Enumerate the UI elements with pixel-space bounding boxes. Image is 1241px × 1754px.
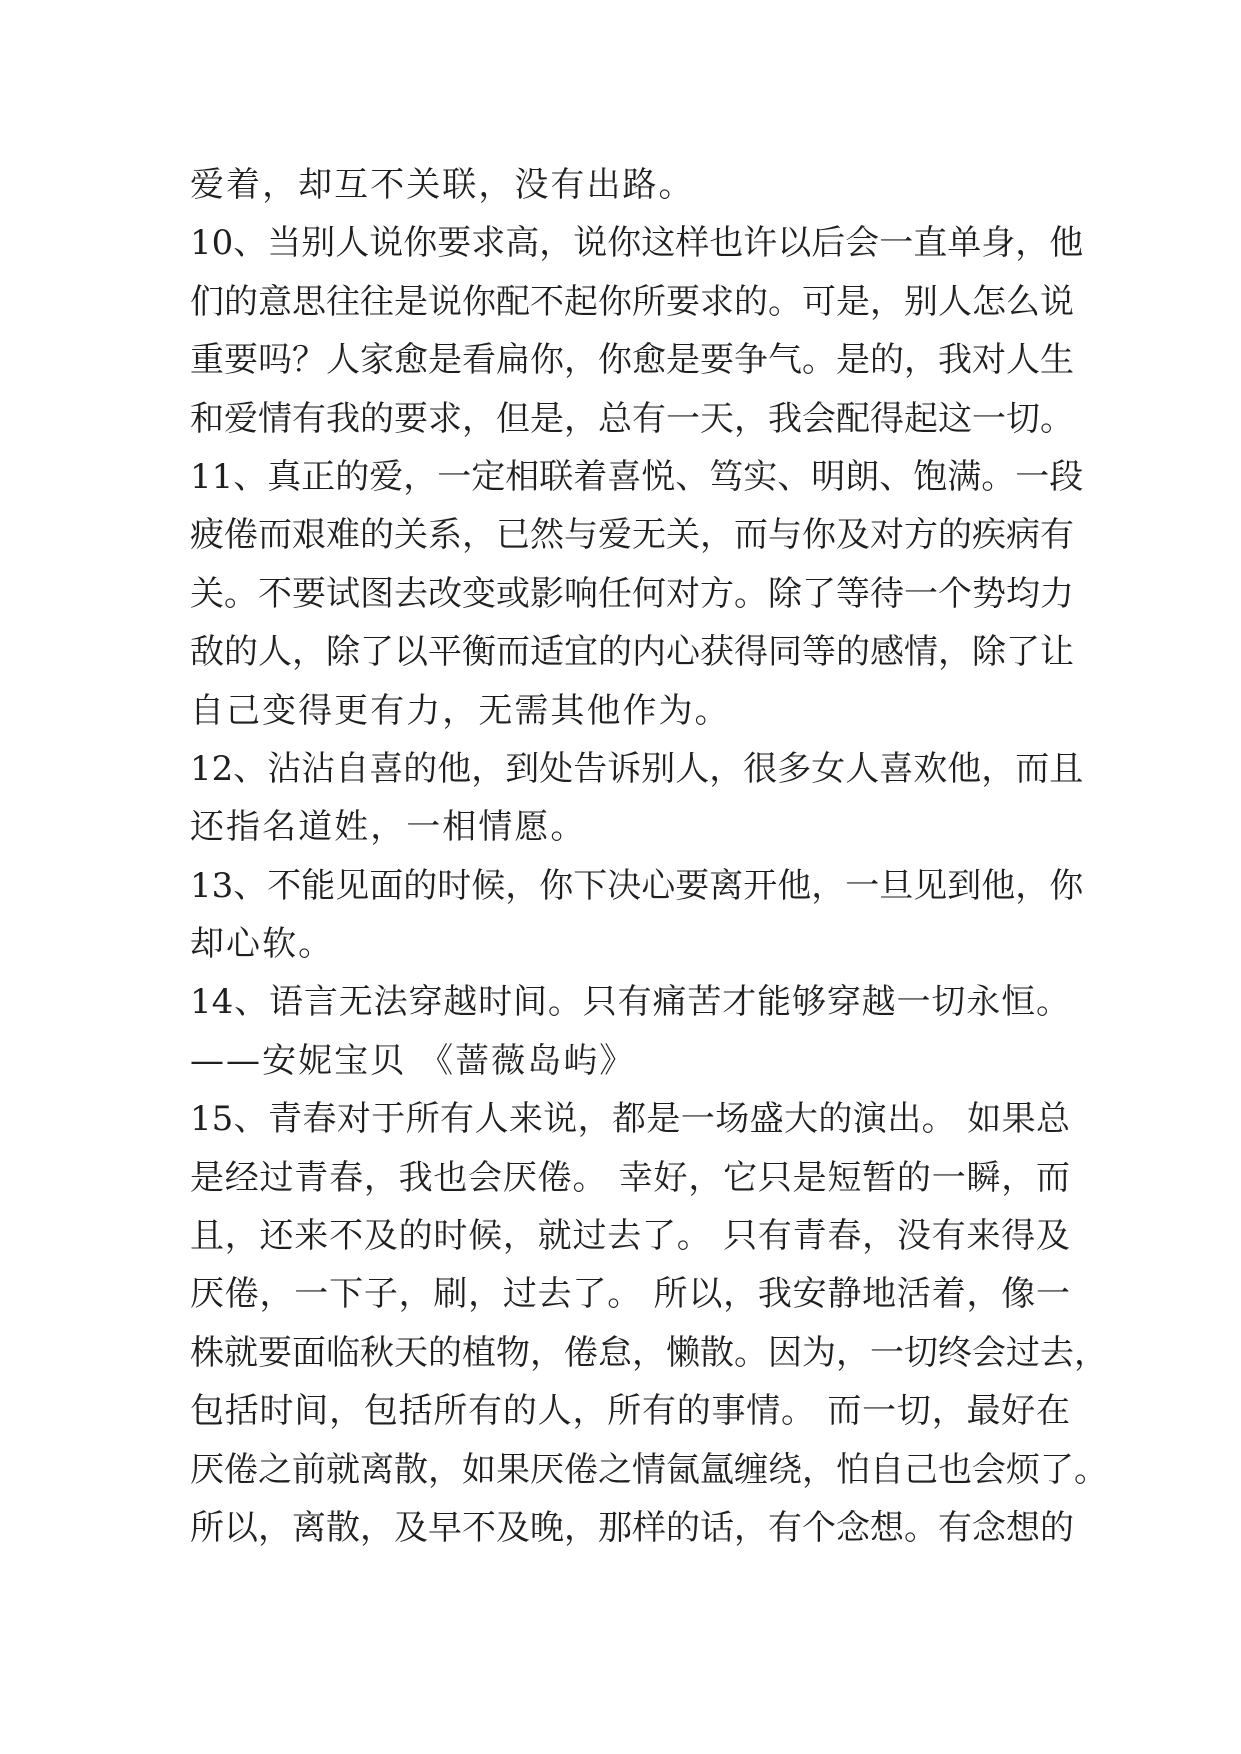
text-line: 厌倦之前就离散，如果厌倦之情氤氲缠绕，怕自己也会烦了。	[190, 1449, 1108, 1490]
text-line: 10、当别人说你要求高，说你这样也许以后会一直单身，他	[190, 223, 1084, 264]
text-line: 敌的人，除了以平衡而适宜的内心获得同等的感情，除了让	[190, 632, 1074, 673]
text-line: 关。不要试图去改变或影响任何对方。除了等待一个势均力	[190, 573, 1074, 614]
text-line: 和爱情有我的要求，但是，总有一天，我会配得起这一切。	[190, 398, 1074, 439]
text-line: 却心软。	[190, 924, 335, 965]
text-line: 所以，离散，及早不及晚，那样的话，有个念想。有念想的	[190, 1507, 1074, 1548]
text-line: 是经过青春，我也会厌倦。 幸好，它只是短暂的一瞬，而	[190, 1157, 1070, 1198]
text-line: 14、语言无法穿越时间。只有痛苦才能够穿越一切永恒。	[190, 982, 1070, 1023]
text-line: 且，还来不及的时候，就过去了。 只有青春，没有来得及	[190, 1216, 1070, 1257]
text-line: 重要吗？人家愈是看扁你，你愈是要争气。是的，我对人生	[190, 340, 1074, 381]
text-line: 自己变得更有力，无需其他作为。	[190, 690, 731, 731]
text-line: ——安妮宝贝 《蔷薇岛屿》	[190, 1040, 636, 1081]
body-text	[190, 156, 1108, 1557]
text-line: 株就要面临秋天的植物，倦怠，懒散。因为，一切终会过去，	[190, 1332, 1108, 1373]
text-line: 11、真正的爱，一定相联着喜悦、笃实、明朗、饱满。一段	[190, 456, 1084, 497]
text-line: 12、沾沾自喜的他，到处告诉别人，很多女人喜欢他，而且	[190, 748, 1084, 789]
text-line: 包括时间，包括所有的人，所有的事情。 而一切，最好在	[190, 1391, 1070, 1432]
text-line: 们的意思往往是说你配不起你所要求的。可是，别人怎么说	[190, 281, 1074, 322]
text-line: 15、青春对于所有人来说，都是一场盛大的演出。 如果总	[190, 1099, 1070, 1140]
text-line: 还指名道姓，一相情愿。	[190, 807, 587, 848]
text-line: 厌倦，一下子，刷，过去了。 所以，我安静地活着，像一	[190, 1274, 1070, 1315]
text-line: 疲倦而艰难的关系，已然与爱无关，而与你及对方的疾病有	[190, 515, 1074, 556]
text-line: 13、不能见面的时候，你下决心要离开他，一旦见到他，你	[190, 865, 1084, 906]
text-line: 爱着，却互不关联，没有出路。	[190, 165, 695, 205]
